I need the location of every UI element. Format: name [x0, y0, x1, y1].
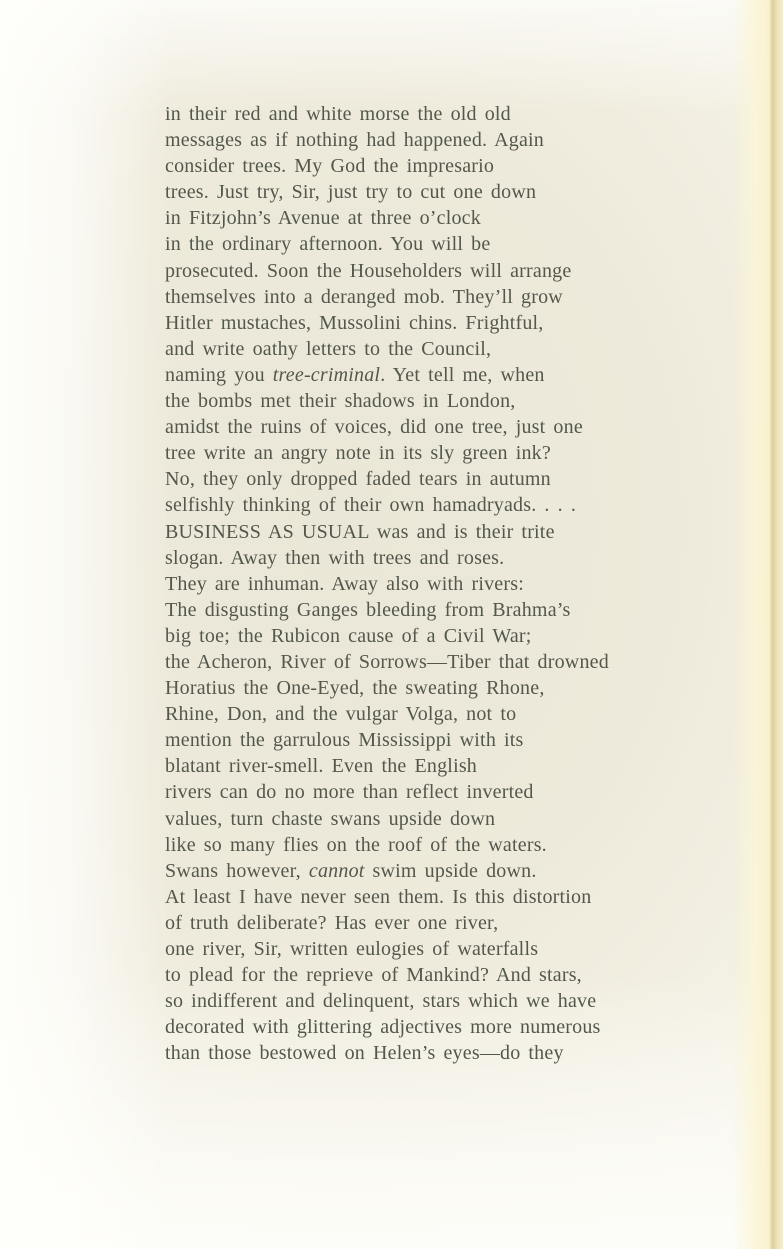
poem-segment: and write oathy letters to the Council,	[165, 337, 492, 360]
poem-segment: messages as if nothing had happened. Again	[165, 129, 545, 152]
poem-line	[165, 571, 725, 597]
poem-segment: the Acheron, River of Sorrows—Tiber that drowned	[165, 650, 609, 673]
poem-line	[165, 962, 725, 988]
poem-line	[165, 988, 725, 1014]
poem-line	[165, 884, 725, 910]
poem-line	[165, 258, 725, 284]
poem-line	[165, 153, 725, 179]
poem-segment: mention the garrulous Mississippi with its	[165, 729, 524, 752]
poem-segment: like so many flies on the roof of the waters.	[165, 833, 547, 856]
poem-segment: of truth deliberate? Has ever one river,	[165, 911, 499, 934]
poem-line	[165, 779, 725, 805]
poem-segment: slogan. Away then with trees and roses.	[165, 546, 505, 569]
poem-segment: . Yet tell me, when	[380, 363, 545, 386]
poem-segment: No, they only dropped faded tears in autumn	[165, 468, 551, 491]
poem-segment: blatant river-smell. Even the English	[165, 755, 478, 778]
poem-line	[165, 597, 725, 623]
poem-segment: consider trees. My God the impresario	[165, 155, 495, 178]
poem-segment: They are inhuman. Away also with rivers:	[165, 572, 524, 595]
poem-segment: big toe; the Rubicon cause of a Civil War;	[165, 624, 532, 647]
poem-segment: trees. Just try, Sir, just try to cut one down	[165, 181, 537, 204]
poem-segment: the bombs met their shadows in London,	[165, 390, 516, 413]
poem-segment: than those bestowed on Helen’s eyes—do they	[165, 1042, 564, 1065]
poem-line	[165, 806, 725, 832]
poem-line	[165, 310, 725, 336]
poem-line	[165, 388, 725, 414]
poem-segment: in their red and white morse the old old	[165, 103, 511, 125]
poem-line	[165, 1040, 725, 1066]
poem-line	[165, 284, 725, 310]
poem-segment: rivers can do no more than reflect inverted	[165, 781, 534, 804]
poem-segment: At least I have never seen them. Is this distortion	[165, 885, 592, 908]
poem-segment: prosecuted. Soon the Householders will arrange	[165, 259, 572, 282]
poem-line	[165, 753, 725, 779]
poem-segment: BUSINESS AS USUAL was and is their trite	[165, 520, 555, 543]
poem-segment: to plead for the reprieve of Mankind? And stars,	[165, 964, 582, 987]
poem-line	[165, 936, 725, 962]
poem-line	[165, 362, 725, 388]
poem-line	[165, 832, 725, 858]
poem-line	[165, 910, 725, 936]
poem-segment: selfishly thinking of their own hamadryads. . . .	[165, 494, 577, 517]
poem-line	[165, 205, 725, 231]
poem-line	[165, 492, 725, 518]
poem-segment: Hitler mustaches, Mussolini chins. Frightful,	[165, 311, 544, 334]
poem-line	[165, 623, 725, 649]
poem-segment: decorated with glittering adjectives more numerous	[165, 1016, 601, 1039]
poem-segment: Rhine, Don, and the vulgar Volga, not to	[165, 703, 517, 726]
poem-line	[165, 858, 725, 884]
poem-segment: swim upside down.	[364, 859, 537, 882]
poem-segment: so indifferent and delinquent, stars which we have	[165, 990, 597, 1013]
poem-segment: The disgusting Ganges bleeding from Brahma’s	[165, 598, 571, 621]
poem-line	[165, 231, 725, 257]
poem-line	[165, 179, 725, 205]
poem-line	[165, 649, 725, 675]
poem-italic-segment: cannot	[308, 859, 365, 882]
poem-line	[165, 1014, 725, 1040]
poem-line	[165, 545, 725, 571]
poem-line	[165, 519, 725, 545]
poem-line	[165, 727, 725, 753]
poem-line	[165, 101, 725, 127]
poem-line	[165, 466, 725, 492]
poem-segment: Swans however,	[165, 859, 309, 882]
poem-line	[165, 440, 725, 466]
poem-italic-segment: tree-criminal	[272, 363, 381, 386]
poem-segment: themselves into a deranged mob. They’ll grow	[165, 285, 563, 308]
poem-line	[165, 675, 725, 701]
poem-segment: values, turn chaste swans upside down	[165, 807, 496, 830]
poem-line	[165, 701, 725, 727]
poem-line	[165, 336, 725, 362]
poem-segment: amidst the ruins of voices, did one tree, just one	[165, 416, 583, 439]
poem-segment: tree write an angry note in its sly green ink?	[165, 442, 551, 465]
poem-segment: in Fitzjohn’s Avenue at three o’clock	[165, 207, 481, 230]
poem-line	[165, 414, 725, 440]
poem-text	[165, 101, 725, 1066]
poem-segment: in the ordinary afternoon. You will be	[165, 233, 491, 256]
poem-line	[165, 127, 725, 153]
poem-segment: naming you	[165, 363, 273, 386]
poem-segment: one river, Sir, written eulogies of waterfalls	[165, 938, 539, 960]
poem-segment: Horatius the One-Eyed, the sweating Rhone,	[165, 677, 545, 700]
